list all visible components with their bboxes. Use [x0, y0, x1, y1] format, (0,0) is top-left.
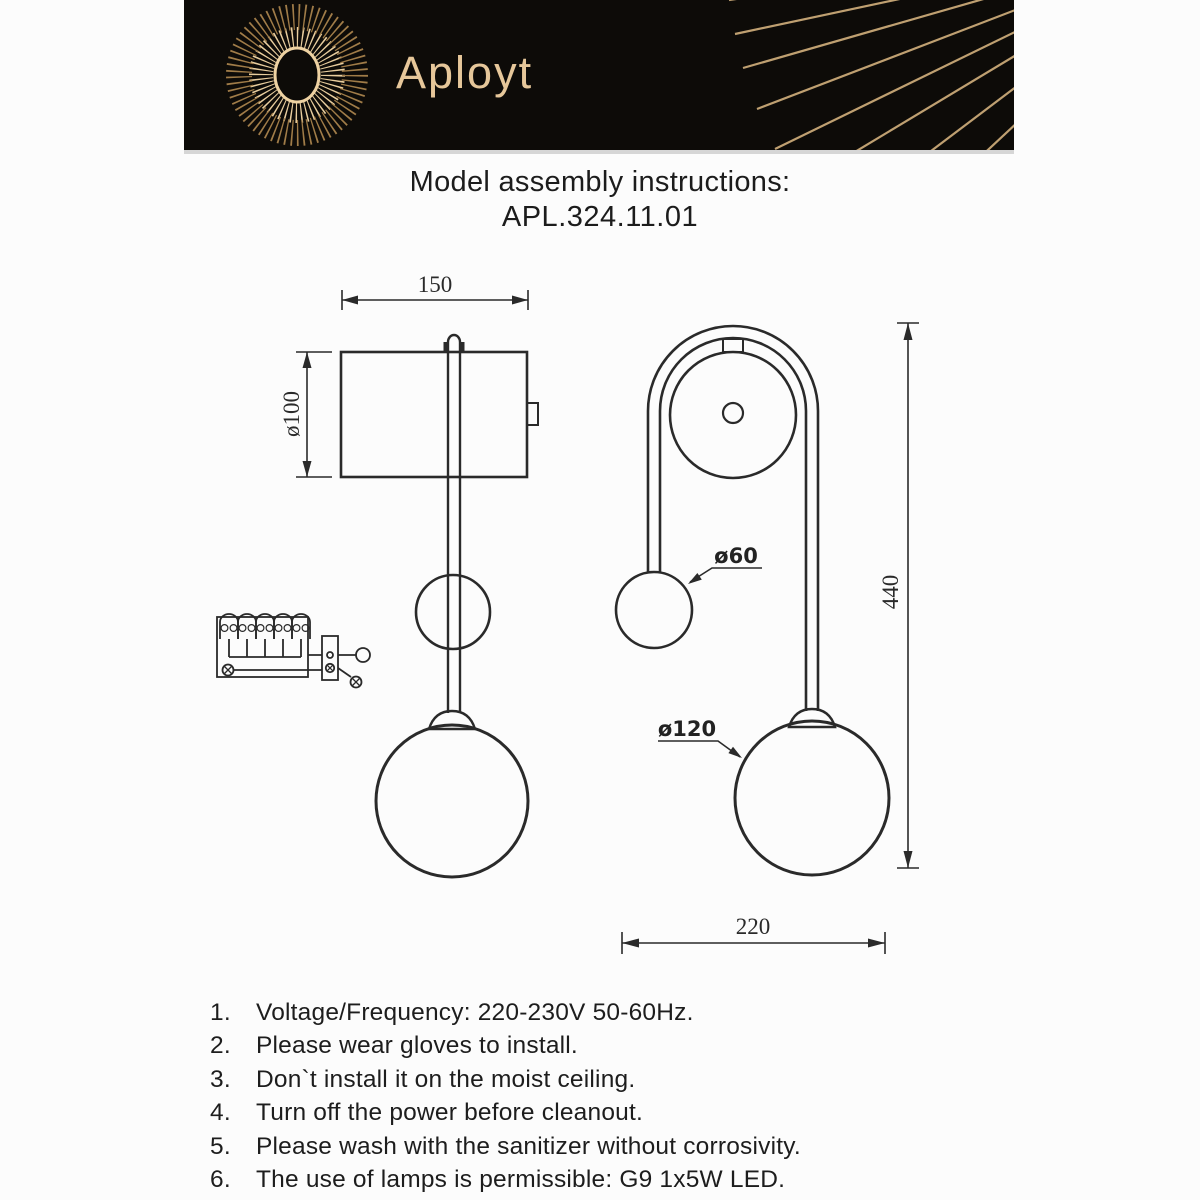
list-item-text: Voltage/Frequency: 220-230V 50-60Hz.: [256, 999, 694, 1026]
side-view-drawing: [341, 335, 538, 877]
page-title: Model assembly instructions:: [409, 166, 791, 198]
dim-bottom-width: [622, 914, 885, 954]
dim-label-220: 220: [735, 914, 771, 939]
brand-name: Aployt: [396, 47, 534, 98]
dim-label-150: 150: [417, 272, 453, 297]
list-item-text: The use of lamps is permissible: G9 1x5W LED.: [256, 1166, 786, 1194]
list-item-text: Please wear gloves to install.: [256, 1032, 578, 1060]
list-item-text: Don`t install it on the moist ceiling.: [256, 1065, 636, 1093]
list-item-number: 6.: [210, 1166, 231, 1194]
instructions-list: [210, 996, 1090, 1196]
dim-label-o120: ø120: [657, 717, 717, 741]
dim-label-o60: ø60: [714, 544, 758, 568]
list-item-number: 4.: [210, 1099, 231, 1127]
model-number: APL.324.11.01: [501, 201, 699, 233]
list-item: [210, 1163, 1090, 1196]
list-item: [210, 996, 1090, 1029]
front-view-drawing: [616, 326, 889, 875]
list-item-number: 1.: [210, 999, 231, 1026]
dim-height: [878, 323, 919, 868]
dim-label-440: 440: [878, 574, 903, 610]
wiring-diagram: [217, 614, 370, 688]
list-item: [210, 1029, 1090, 1062]
dim-canopy-diameter: [279, 352, 332, 477]
list-item-number: 2.: [210, 1032, 231, 1060]
list-item: [210, 1096, 1090, 1129]
list-item: [210, 1130, 1090, 1163]
list-item-number: 5.: [210, 1132, 231, 1160]
list-item-number: 3.: [210, 1065, 231, 1093]
list-item-text: Turn off the power before cleanout.: [256, 1099, 643, 1127]
list-item-text: Please wash with the sanitizer without corrosivity.: [256, 1132, 801, 1160]
list-item: [210, 1063, 1090, 1096]
dim-label-o100: ø100: [279, 391, 304, 437]
leader-large-ball: [658, 717, 742, 758]
leader-small-ball: [688, 544, 762, 584]
dim-top-width: [342, 272, 528, 310]
